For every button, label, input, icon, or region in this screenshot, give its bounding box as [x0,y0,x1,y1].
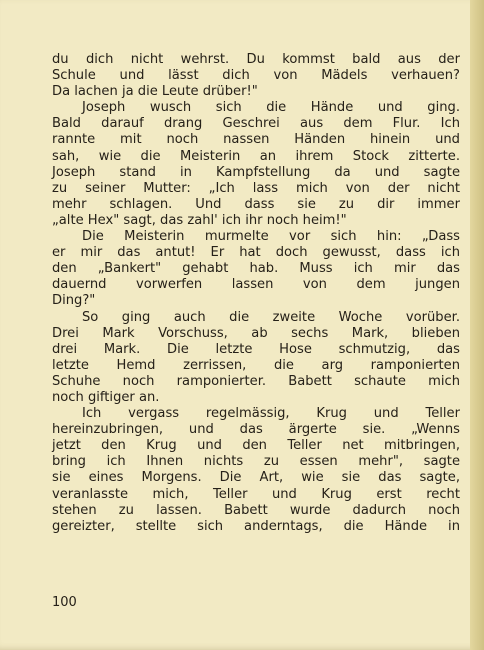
page-edge [470,0,484,650]
text-line: drei Mark. Die letzte Hose schmutzig, das [52,341,460,357]
text-line: hereinzubringen, und das ärgerte sie. „Wenns [52,422,460,438]
text-line: Die Meisterin murmelte vor sich hin: „Dass [82,229,460,245]
text-line: er mir das antut! Er hat doch gewusst, dass ich [52,245,460,261]
body-text [52,52,460,535]
text-line: Schule und lässt dich von Mädels verhauen? [52,68,460,84]
text-line: So ging auch die zweite Woche vorüber. [82,309,460,325]
text-line: Joseph stand in Kampfstellung da und sagte [52,164,460,180]
text-line: den „Bankert" gehabt hab. Muss ich mir das [52,261,460,277]
text-line: letzte Hemd zerrissen, die arg ramponierten [52,357,460,373]
text-line: jetzt den Krug und den Teller net mitbringen, [52,438,460,454]
text-line: stehen zu lassen. Babett wurde dadurch noch [52,502,460,518]
text-line: Joseph wusch sich die Hände und ging. [82,100,460,116]
text-line: Da lachen ja die Leute drüber!" [52,84,258,100]
text-line: mehr schlagen. Und dass sie zu dir immer [52,196,460,212]
text-line: Bald darauf drang Geschrei aus dem Flur. Ich [52,116,460,132]
text-line: bring ich Ihnen nichts zu essen mehr", sagte [52,454,460,470]
text-line: sah, wie die Meisterin an ihrem Stock zitterte. [52,148,460,164]
text-line: noch giftiger an. [52,389,160,405]
text-line: sie eines Morgens. Die Art, wie sie das sagte, [52,470,460,486]
text-line: Drei Mark Vorschuss, ab sechs Mark, blieben [52,325,460,341]
text-line: „alte Hex" sagt, das zahl' ich ihr noch heim!" [52,212,347,228]
text-line: du dich nicht wehrst. Du kommst bald aus der [52,52,460,67]
text-line: Schuhe noch ramponierter. Babett schaute mich [52,373,460,389]
text-line: rannte mit noch nassen Händen hinein und [52,132,460,148]
page-number: 100 [52,595,77,610]
text-line: gereizter, stellte sich anderntags, die Hände in [52,518,460,534]
text-line: Ich vergass regelmässig, Krug und Teller [82,406,460,422]
text-line: zu seiner Mutter: „Ich lass mich von der nicht [52,180,460,196]
text-line: veranlasste mich, Teller und Krug erst recht [52,486,460,502]
text-line: dauernd vorwerfen lassen von dem jungen [52,277,460,293]
text-line: Ding?" [52,293,96,309]
